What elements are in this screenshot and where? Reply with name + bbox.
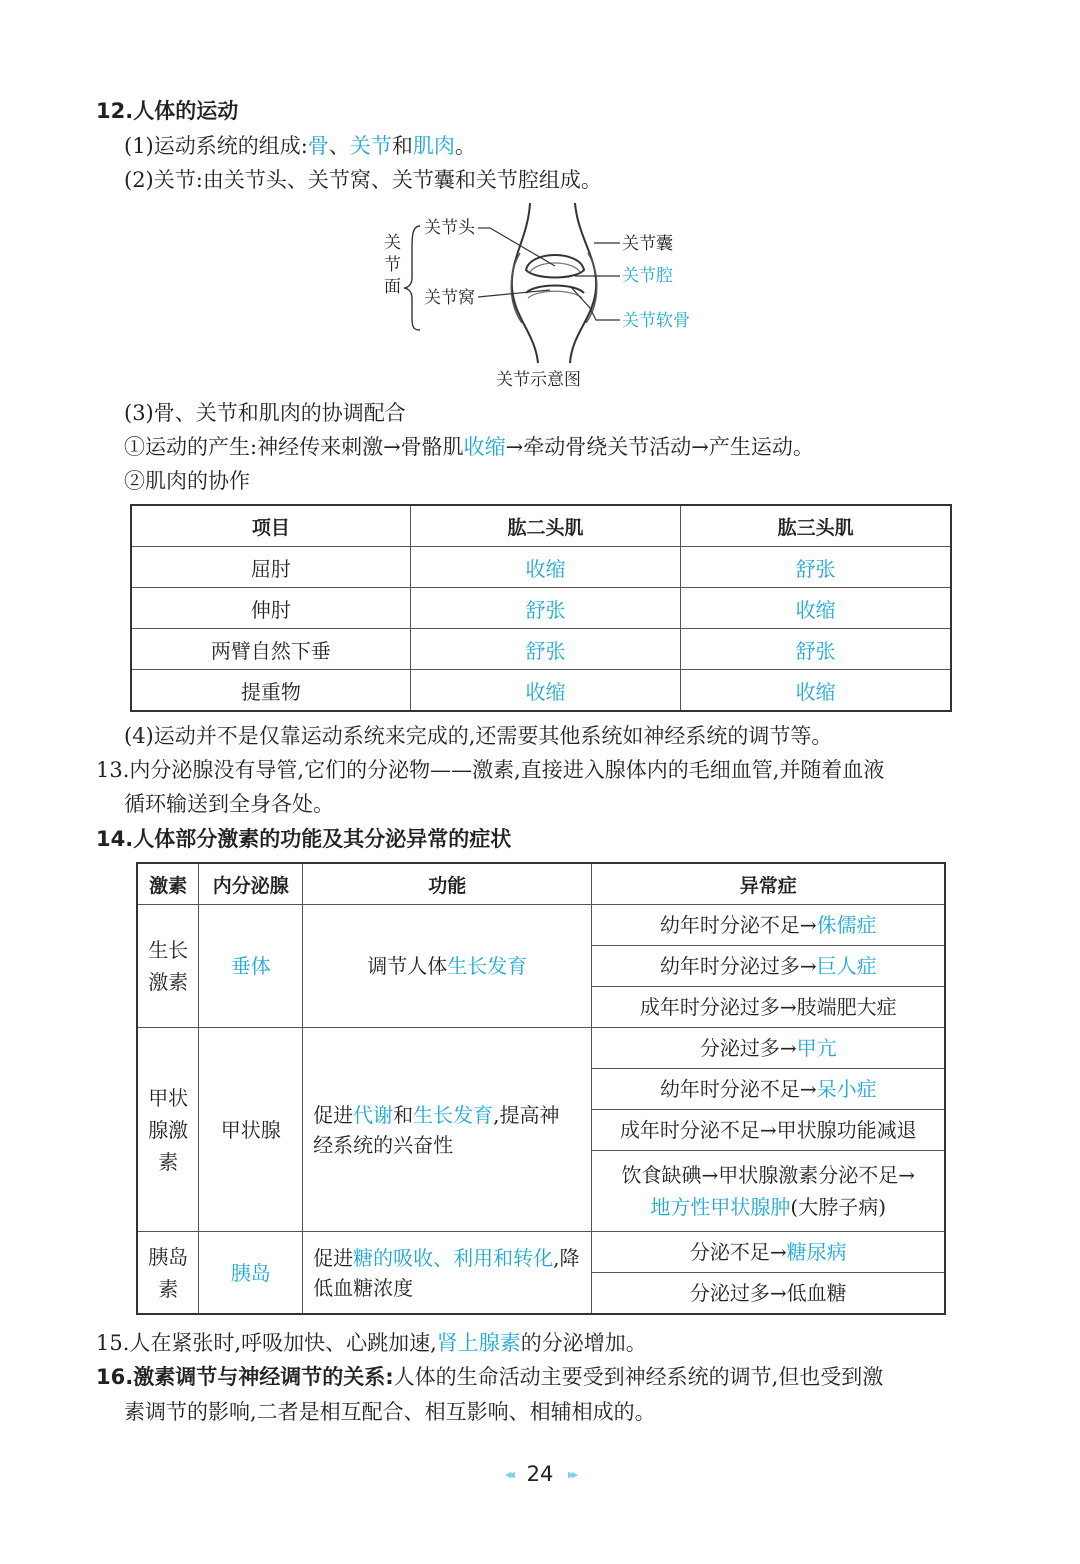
thyroid-function [303,1028,592,1232]
table-row [137,1232,945,1273]
joint-cavity-label: 关节腔 [622,266,673,286]
th-abnormal: 异常症 [592,863,945,905]
insulin-hormone-line2: 素 [158,1276,179,1301]
s12-p3-2: ②肌肉的协作 [124,469,250,493]
page-number [0,1462,1080,1486]
table-cell: 收缩 [410,670,680,712]
growth-abn-1-a: 幼年时分泌不足→ [659,913,817,937]
s12-p1-e: 和 [391,134,413,158]
insulin-func-b: 糖的吸收、利用和转化 [353,1245,554,1270]
table-cell: 两臂自然下垂 [131,629,410,670]
growth-abn-2-b: 巨人症 [816,954,877,978]
s12-p1-c: 、 [328,134,350,158]
joint-diagram [370,198,710,398]
growth-abn-1-b: 侏儒症 [816,913,877,937]
table-row [137,905,945,946]
table-cell: 伸肘 [131,588,410,629]
growth-abn-1 [592,905,945,946]
thyroid-abn-1-a: 分泌过多→ [699,1036,797,1060]
insulin-hormone-line1: 胰岛 [148,1244,189,1269]
s12-p1-g: 。 [454,134,476,158]
s16-line1 [96,1362,883,1392]
thyroid-func-e: ,提高神 [493,1102,560,1127]
table-cell: 提重物 [131,670,410,712]
s12-p3-1-c: →牵动骨绕关节活动→产生运动。 [505,435,814,459]
s12-p1-bone: 骨 [307,134,329,158]
s12-p1-a: (1)运动系统的组成: [124,134,308,158]
table-cell: 收缩 [410,547,680,588]
th-biceps: 肱二头肌 [410,505,680,547]
th-hormone: 激素 [137,863,199,905]
table-cell: 舒张 [681,547,951,588]
growth-gland: 垂体 [199,905,303,1028]
s12-p3: (3)骨、关节和肌肉的协调配合 [124,401,406,425]
thyroid-hormone-name [137,1028,199,1232]
th-function: 功能 [303,863,592,905]
thyroid-func-d: 生长发育 [413,1102,494,1127]
s12-p2: (2)关节:由关节头、关节窝、关节囊和关节腔组成。 [124,168,602,192]
joint-cartilage-label: 关节软骨 [622,311,690,331]
muscle-table-header [131,505,951,547]
muscle-table [130,504,952,712]
surface-char-2: 节 [384,255,401,275]
s16-line2: 素调节的影响,二者是相互配合、相互影响、相辅相成的。 [124,1400,656,1424]
th-gland: 内分泌腺 [199,863,303,905]
bone-outline-right [570,203,596,363]
growth-abn-2 [592,946,945,987]
s12-p1-muscle: 肌肉 [412,134,455,158]
s16-b: 人体的生命活动主要受到神经系统的调节,但也受到激 [393,1365,884,1389]
thyroid-func-a: 促进 [313,1102,354,1127]
joint-capsule-label: 关节囊 [622,234,673,254]
s13-line2: 循环输送到全身各处。 [124,792,334,816]
s15-adrenaline: 肾上腺素 [436,1331,521,1355]
hormone-table-header [137,863,945,905]
s15-a: 15.人在紧张时,呼吸加快、心跳加速, [96,1331,437,1355]
thyroid-abn-4-c: (大脖子病) [790,1195,887,1219]
prev-arrows-icon: ◂◂ [504,1467,512,1483]
table-row [131,588,951,629]
insulin-hormone-name [137,1232,199,1315]
thyroid-hormone-line1: 甲状 [148,1085,189,1110]
insulin-abn-1-a: 分泌不足→ [689,1240,787,1264]
thyroid-gland: 甲状腺 [199,1028,303,1232]
table-cell: 收缩 [681,670,951,712]
next-arrows-icon: ▸▸ [568,1467,576,1483]
growth-hormone-line1: 生长 [148,938,189,962]
table-cell: 舒张 [410,588,680,629]
insulin-abn-2: 分泌过多→低血糖 [592,1273,945,1315]
table-row [131,670,951,712]
thyroid-abn-2 [592,1069,945,1110]
diagram-caption: 关节示意图 [496,370,581,390]
thyroid-func-f: 经系统的兴奋性 [313,1132,454,1157]
thyroid-func-c: 和 [393,1102,414,1127]
joint-socket-label: 关节窝 [424,288,475,308]
table-cell: 屈肘 [131,547,410,588]
s16-heading: 16.激素调节与神经调节的关系: [96,1365,394,1389]
thyroid-hormone-line2: 腺激 [148,1117,189,1142]
bone-outline-left [512,203,538,363]
insulin-gland: 胰岛 [199,1232,303,1315]
thyroid-abn-2-b: 呆小症 [816,1077,877,1101]
table-row [137,1028,945,1069]
thyroid-func-b: 代谢 [353,1102,394,1127]
s12-p3-1-contract: 收缩 [463,435,506,459]
surface-char-1: 关 [384,233,401,253]
s13-line1: 13.内分泌腺没有导管,它们的分泌物——激素,直接进入腺体内的毛细血管,并随着血液 [96,758,885,782]
joint-head-label: 关节头 [424,218,475,238]
s12-p1 [124,131,476,161]
section-14-heading: 14.人体部分激素的功能及其分泌异常的症状 [96,827,512,851]
thyroid-abn-4-a: 饮食缺碘→甲状腺激素分泌不足→ [621,1163,915,1187]
thyroid-abn-1 [592,1028,945,1069]
th-triceps: 肱三头肌 [681,505,951,547]
table-cell: 收缩 [681,588,951,629]
growth-hormone-line2: 激素 [148,970,189,994]
table-cell: 舒张 [410,629,680,670]
s12-p1-joint: 关节 [349,134,392,158]
insulin-abn-1 [592,1232,945,1273]
page-number-value: 24 [526,1462,554,1486]
joint-head-shape [526,255,584,278]
s12-p3-1-a: ①运动的产生:神经传来刺激→骨骼肌 [124,435,464,459]
thyroid-hormone-line3: 素 [158,1149,179,1174]
surface-char-3: 面 [384,277,401,297]
table-row [131,629,951,670]
insulin-abn-1-b: 糖尿病 [786,1240,847,1264]
th-item: 项目 [131,505,410,547]
insulin-func-c: ,降 [553,1245,580,1270]
section-12-heading: 12.人体的运动 [96,99,239,123]
table-row [131,547,951,588]
growth-func-a: 调节人体 [367,954,448,978]
growth-abn-2-a: 幼年时分泌过多→ [659,954,817,978]
thyroid-abn-1-b: 甲亢 [796,1036,837,1060]
growth-hormone-name [137,905,199,1028]
insulin-func-d: 低血糖浓度 [313,1275,414,1300]
s12-p3-1 [124,432,814,462]
growth-func-b: 生长发育 [447,954,528,978]
joint-surface-label [384,232,401,298]
insulin-function [303,1232,592,1315]
thyroid-abn-3: 成年时分泌不足→甲状腺功能减退 [592,1110,945,1151]
insulin-func-a: 促进 [313,1245,354,1270]
s15-c: 的分泌增加。 [520,1331,647,1355]
growth-abn-3: 成年时分泌过多→肢端肥大症 [592,987,945,1028]
thyroid-abn-4-b: 地方性甲状腺肿 [650,1195,791,1219]
hormone-table [136,862,946,1315]
s12-p4: (4)运动并不是仅靠运动系统来完成的,还需要其他系统如神经系统的调节等。 [124,724,833,748]
s15 [96,1328,647,1358]
growth-function [303,905,592,1028]
table-cell: 舒张 [681,629,951,670]
thyroid-abn-2-a: 幼年时分泌不足→ [659,1077,817,1101]
thyroid-abn-4 [592,1151,945,1232]
